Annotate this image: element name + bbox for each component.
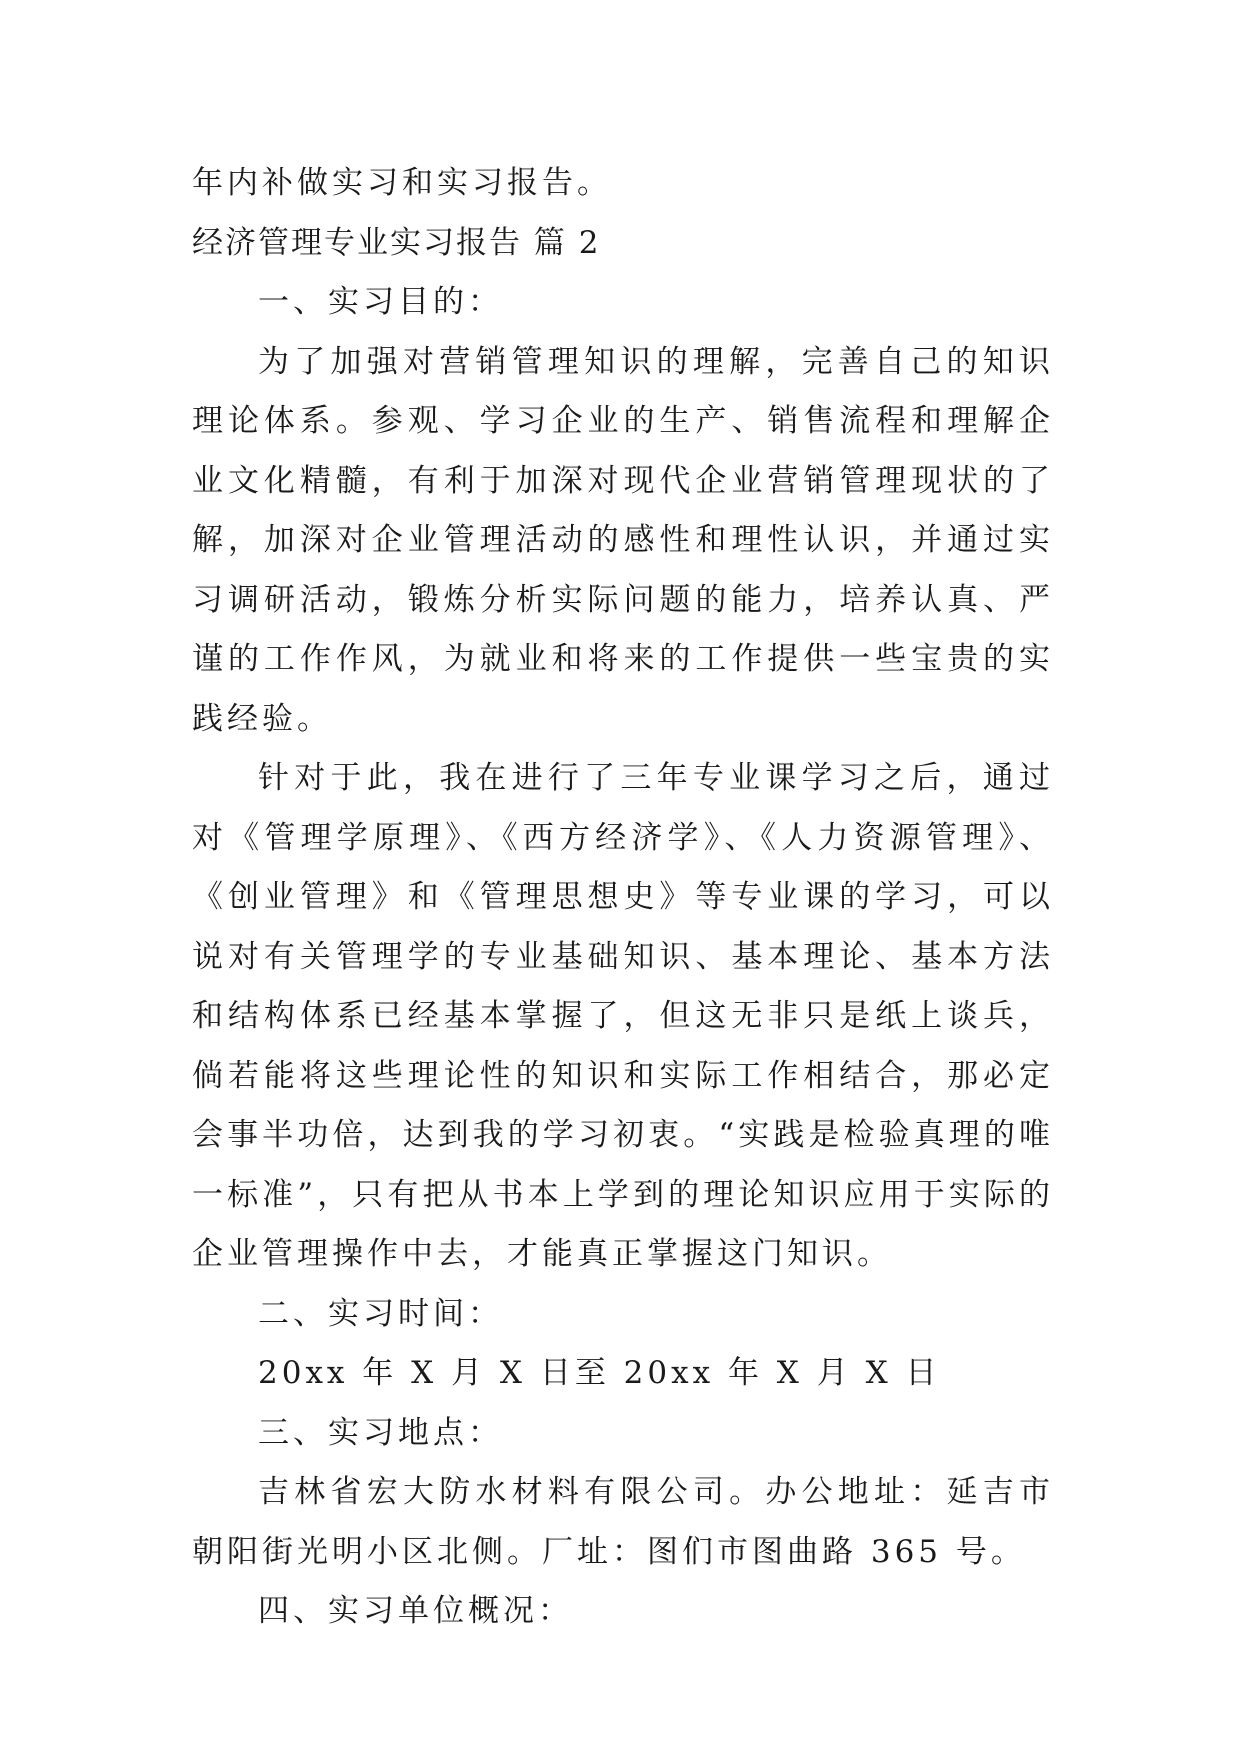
document-body	[192, 154, 1054, 1642]
section-heading-company: 四、实习单位概况：	[258, 1593, 573, 1629]
paragraph-location: 吉林省宏大防水材料有限公司。办公地址：延吉市朝阳街光明小区北侧。厂址：图们市图曲路 365 号。	[192, 1474, 1054, 1570]
paragraph-continuation: 年内补做实习和实习报告。	[192, 165, 612, 201]
section-heading-purpose: 一、实习目的：	[258, 284, 503, 320]
section-heading-location: 三、实习地点：	[258, 1414, 503, 1451]
paragraph-time: 20xx 年 X 月 X 日至 20xx 年 X 月 X 日	[258, 1355, 941, 1391]
section-heading-time: 二、实习时间：	[258, 1295, 503, 1332]
report-title: 经济管理专业实习报告 篇 2	[192, 224, 601, 261]
paragraph-motivation: 针对于此，我在进行了三年专业课学习之后，通过对《管理学原理》、《西方经济学》、《人力资源管理》、《创业管理》和《管理思想史》等专业课的学习，可以说对有关管理学的专业基础知识、基本理论、基本方法和结构体系已经基本掌握了，但这无非只是纸上谈兵，倘若能将这些理论性的知识和实际工作相结合，那必定会事半功倍，达到我的学习初衷。“实践是检验真理的唯一标准”，只有把从书本上学到的理论知识应用于实际的企业管理操作中去，才能真正掌握这门知识。	[192, 760, 1054, 1272]
paragraph-purpose: 为了加强对营销管理知识的理解，完善自己的知识理论体系。参观、学习企业的生产、销售流程和理解企业文化精髓，有利于加深对现代企业营销管理现状的了解，加深对企业管理活动的感性和理性认识，并通过实习调研活动，锻炼分析实际问题的能力，培养认真、严谨的工作作风，为就业和将来的工作提供一些宝贵的实践经验。	[192, 343, 1054, 737]
